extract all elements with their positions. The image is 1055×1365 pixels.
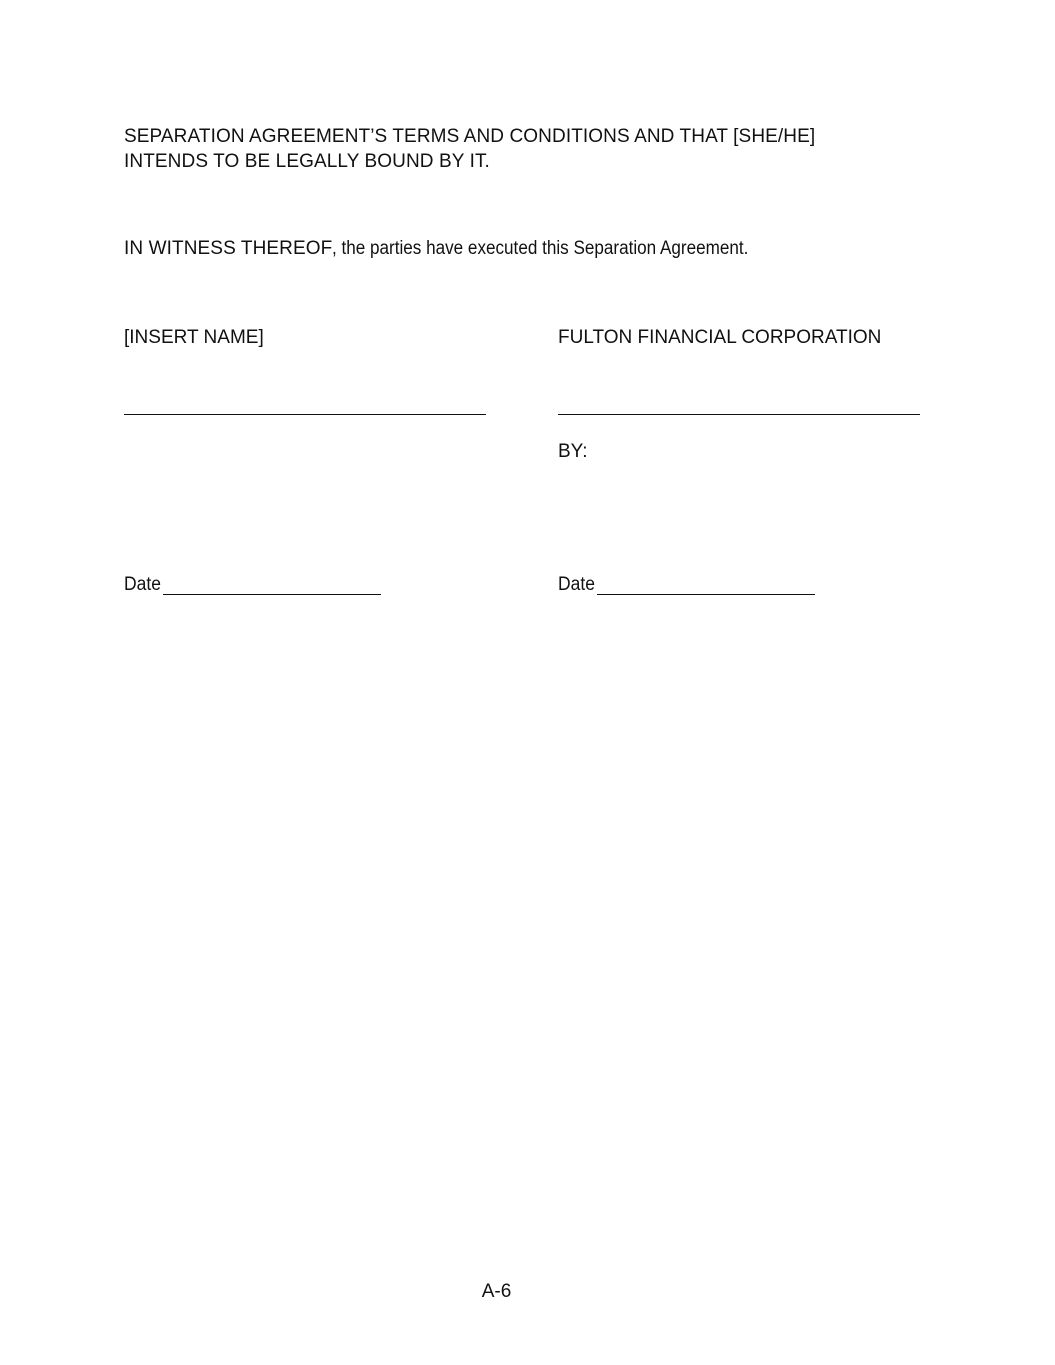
witness-clause-text: , the parties have executed this Separation Agreement.	[332, 238, 749, 259]
company-date-label: Date	[558, 574, 595, 595]
witness-clause	[124, 237, 795, 261]
page-number: A-6	[481, 1281, 512, 1302]
company-date-line	[597, 594, 815, 595]
company-signature-line	[558, 414, 920, 415]
employee-date-field	[124, 573, 164, 597]
employee-date-line	[163, 594, 381, 595]
company-party-name: FULTON FINANCIAL CORPORATION	[558, 327, 882, 348]
closing-paragraph-line-1: SEPARATION AGREEMENT’S TERMS AND CONDITIONS AND THAT [SHE/HE]	[124, 126, 816, 147]
employee-signature-line	[124, 414, 486, 415]
company-signatory-by-label: BY:	[558, 441, 588, 462]
employee-date-label: Date	[124, 574, 161, 595]
employee-party-name: [INSERT NAME]	[124, 327, 264, 348]
closing-paragraph-line-2: INTENDS TO BE LEGALLY BOUND BY IT.	[124, 151, 490, 172]
witness-clause-lead: IN WITNESS THEREOF	[124, 238, 333, 259]
closing-paragraph	[124, 124, 944, 174]
company-date-field	[558, 573, 598, 597]
